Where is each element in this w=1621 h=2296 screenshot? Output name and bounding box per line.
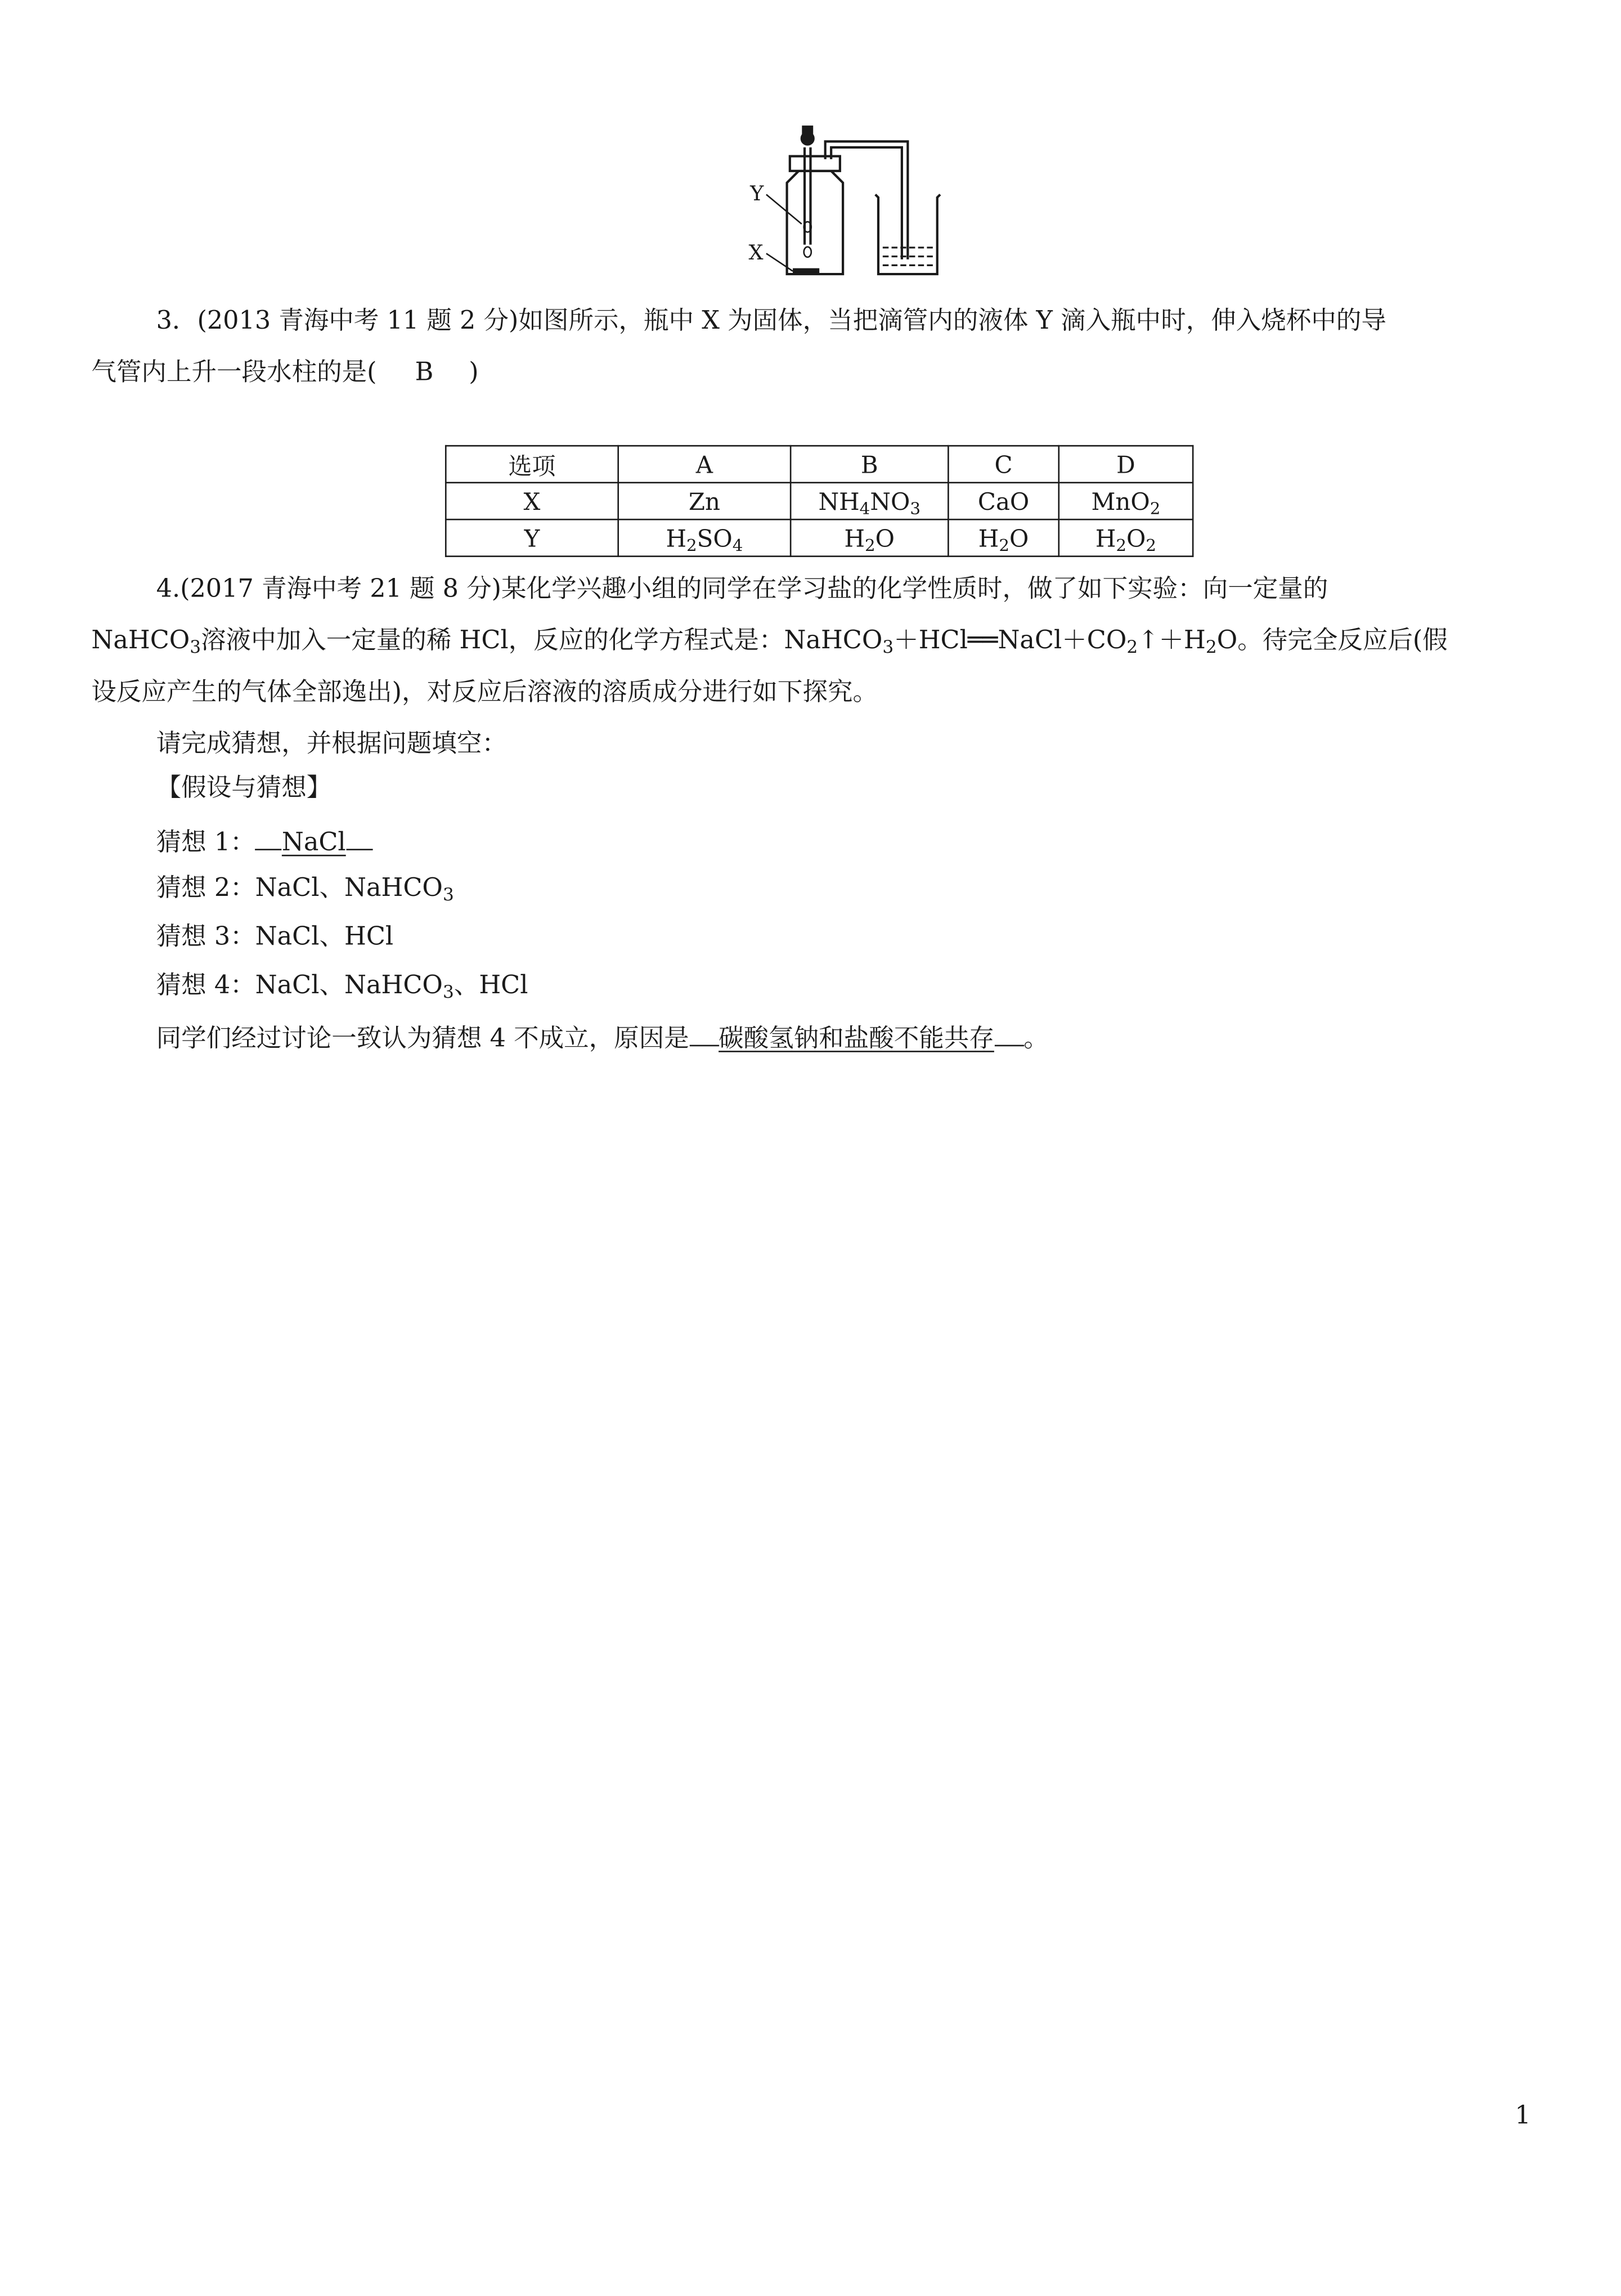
table-cell: Y — [446, 519, 618, 556]
guess-3: 猜想 3：NaCl、HCl — [156, 922, 394, 952]
guess-4: 猜想 4：NaCl、NaHCO$_3$、HCl — [156, 971, 528, 1002]
answer-blank — [346, 824, 372, 850]
guess-1-label: 猜想 1： — [156, 828, 255, 858]
table-header-cell: B — [791, 446, 948, 482]
question-3-line-1: 3．(2013 青海中考 11 题 2 分)如图所示，瓶中 X 为固体，当把滴管内的液体 Y 滴入瓶中时，伸入烧杯中的导 — [156, 306, 1386, 337]
table-cell: $H_2O$ — [791, 519, 948, 556]
question-3-answer: B — [415, 358, 434, 388]
table-cell: $H_2O$ — [948, 519, 1058, 556]
conclusion-end: 。 — [1023, 1024, 1049, 1054]
label-y: Y — [750, 181, 764, 206]
table-cell: $H_2O_2$ — [1059, 519, 1193, 556]
table-header-cell: A — [618, 446, 791, 482]
section-heading: 【假设与猜想】 — [156, 773, 332, 804]
table-cell: CaO — [948, 483, 1058, 519]
apparatus-figure — [737, 118, 944, 280]
table-cell: X — [446, 483, 618, 519]
answer-blank — [689, 1020, 719, 1046]
table-cell: Zn — [618, 483, 791, 519]
label-x: X — [748, 240, 764, 264]
table-row — [446, 519, 1193, 556]
table-header-cell: 选项 — [446, 446, 618, 482]
conclusion-stem: 同学们经过讨论一致认为猜想 4 不成立，原因是 — [156, 1024, 689, 1054]
question-3-line-2 — [91, 357, 478, 389]
guess-2: 猜想 2：NaCl、NaHCO$_3$ — [156, 873, 454, 905]
answer-blank — [994, 1020, 1023, 1046]
table-row — [446, 483, 1193, 519]
question-3-stem: 气管内上升一段水柱的是( — [91, 358, 377, 388]
answer-blank — [255, 824, 282, 850]
table-row — [446, 446, 1193, 482]
question-3-close-paren: ) — [469, 358, 479, 388]
page-number: 1 — [1515, 2101, 1531, 2131]
table-cell: MnO$_2$ — [1059, 483, 1193, 519]
guess-1 — [156, 824, 372, 859]
question-4-line-1: 4.(2017 青海中考 21 题 8 分)某化学兴趣小组的同学在学习盐的化学性质时，做了如下实验：向一定量的 — [156, 575, 1328, 604]
options-table — [445, 445, 1193, 557]
table-cell: $NH_4NO_3$ — [791, 483, 948, 519]
conclusion-answer: 碳酸氢钠和盐酸不能共存 — [719, 1024, 994, 1054]
question-4-line-2: NaHCO$_3$溶液中加入一定量的稀 HCl，反应的化学方程式是：$NaHCO_3+HCl══NaCl+CO_2↑+H_2O$。待完全反应后(假 — [91, 626, 1448, 657]
table-cell: $H_2SO_4$ — [618, 519, 791, 556]
question-4-prompt: 请完成猜想，并根据问题填空： — [156, 729, 507, 759]
question-4-line-3: 设反应产生的气体全部逸出)，对反应后溶液的溶质成分进行如下探究。 — [91, 678, 878, 707]
table-header-cell: D — [1059, 446, 1193, 482]
guess-1-answer: NaCl — [281, 828, 346, 858]
table-header-cell: C — [948, 446, 1058, 482]
conclusion — [156, 1020, 1049, 1055]
